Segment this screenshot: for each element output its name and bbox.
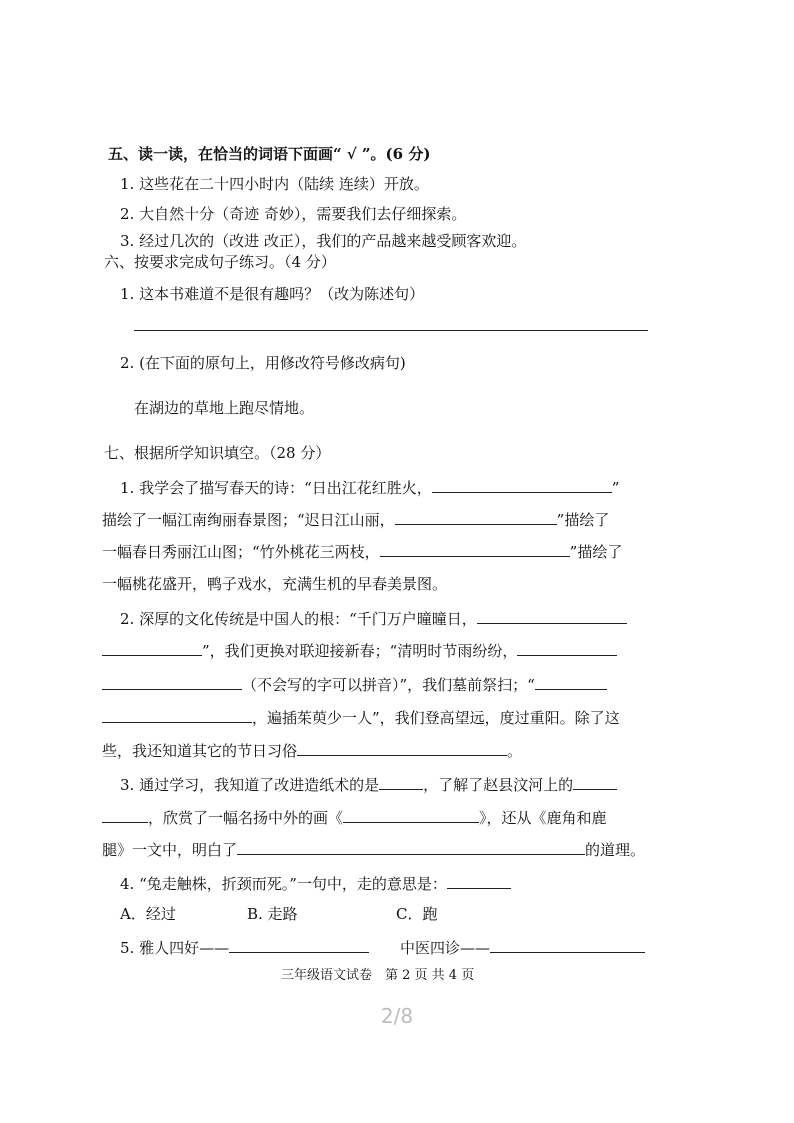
s7-q1-text-a: 1. 我学会了描写春天的诗：“日出江花红胜火， bbox=[120, 479, 432, 497]
poem-blank-3[interactable] bbox=[380, 540, 570, 557]
option-b[interactable]: B. 走路 bbox=[247, 905, 298, 923]
poem-blank-1[interactable] bbox=[432, 476, 612, 493]
lesson-blank[interactable] bbox=[237, 838, 585, 855]
festival-blank-3b[interactable] bbox=[102, 706, 252, 723]
s5-question-2: 2. 大自然十分（奇迹 奇妙），需要我们去仔细探索。 bbox=[120, 205, 467, 223]
s7-q4-text: 4. “兔走触株，折颈而死。”一句中，走的意思是： bbox=[120, 875, 447, 893]
option-c[interactable]: C．跑 bbox=[396, 905, 438, 923]
painting-blank[interactable] bbox=[343, 806, 479, 823]
s7-q3-line1 bbox=[120, 773, 617, 796]
poem-blank-2[interactable] bbox=[395, 508, 557, 525]
s7-q3-text-f: 的道理。 bbox=[585, 841, 646, 859]
festival-blank-3a[interactable] bbox=[535, 673, 607, 690]
papermaker-blank[interactable] bbox=[379, 773, 423, 790]
s7-q5-text-b: 中医四诊—— bbox=[400, 939, 491, 957]
meaning-blank[interactable] bbox=[447, 872, 511, 889]
s7-q1-line2 bbox=[102, 508, 609, 531]
s7-q1-line1 bbox=[120, 476, 619, 499]
s7-q2-text-f: 。 bbox=[507, 742, 523, 760]
festival-custom-blank[interactable] bbox=[297, 739, 507, 756]
s7-q3-text-e: 腿》一文中，明白了 bbox=[102, 841, 238, 859]
section-5-title: 五、读一读，在恰当的词语下面画“ √ ”。(6 分) bbox=[108, 145, 431, 163]
s7-q1-text-f: ”描绘了 bbox=[569, 543, 623, 561]
s7-q1-text-d: ”描绘了 bbox=[556, 511, 610, 529]
s7-q2-line3 bbox=[102, 673, 607, 696]
s5-question-3: 3. 经过几次的（改进 改正），我们的产品越来越受顾客欢迎。 bbox=[120, 232, 527, 250]
s7-q1-text-e: 一幅春日秀丽江山图；“竹外桃花三两枝， bbox=[102, 543, 380, 561]
s7-q2-line2 bbox=[102, 639, 617, 662]
s7-q3-text-b: ，了解了赵县汶河上的 bbox=[423, 776, 574, 794]
s7-q2-line4 bbox=[102, 706, 620, 729]
s6-answer-line[interactable] bbox=[134, 330, 648, 331]
festival-blank-2a[interactable] bbox=[517, 639, 617, 656]
four-diagnoses-blank[interactable] bbox=[490, 936, 645, 953]
s7-q3-line3 bbox=[102, 838, 645, 861]
bridge-blank-a[interactable] bbox=[573, 773, 617, 790]
s7-q2-line1 bbox=[120, 607, 627, 630]
s7-q4-line bbox=[120, 872, 511, 895]
s5-question-1: 1. 这些花在二十四小时内（陆续 连续）开放。 bbox=[120, 175, 429, 193]
s7-q2-text-c: （不会写的字可以拼音）”，我们墓前祭扫；“ bbox=[242, 676, 535, 694]
s6-question-1: 1. 这本书难道不是很有趣吗？（改为陈述句） bbox=[120, 285, 425, 303]
s7-q2-line5 bbox=[102, 739, 522, 762]
s7-q2-text-a: 2. 深厚的文化传统是中国人的根：“千门万户曈曈日， bbox=[120, 610, 477, 628]
s7-q5-part2 bbox=[400, 936, 645, 959]
s7-q1-text-c: 描绘了一幅江南绚丽春景图；“迟日江山丽， bbox=[102, 511, 395, 529]
festival-blank-1b[interactable] bbox=[102, 639, 202, 656]
four-hobbies-blank[interactable] bbox=[229, 936, 369, 953]
s7-q3-text-a: 3. 通过学习，我知道了改进造纸术的是 bbox=[120, 776, 380, 794]
s6-faulty-sentence: 在湖边的草地上跑尽情地。 bbox=[134, 399, 315, 417]
s7-q5-text-a: 5. 雅人四好—— bbox=[120, 939, 230, 957]
s7-q1-line3 bbox=[102, 540, 622, 563]
s7-q2-text-b: ”，我们更换对联迎接新春；“清明时节雨纷纷， bbox=[202, 642, 518, 660]
s7-q1-line4: 一幅桃花盛开，鸭子戏水，充满生机的早春美景图。 bbox=[102, 575, 448, 593]
festival-blank-2b[interactable] bbox=[102, 673, 242, 690]
bridge-blank-b[interactable] bbox=[102, 806, 148, 823]
s6-question-2: 2. (在下面的原句上，用修改符号修改病句) bbox=[120, 354, 406, 372]
s7-q3-text-c: ，欣赏了一幅名扬中外的画《 bbox=[148, 809, 344, 827]
s7-q5-part1 bbox=[120, 936, 369, 959]
s7-q2-text-e: 些，我还知道其它的节日习俗 bbox=[102, 742, 298, 760]
page-footer: 三年级语文试卷 第 2 页 共 4 页 bbox=[281, 968, 475, 983]
s7-q3-line2 bbox=[102, 806, 607, 829]
s7-q2-text-d: ，遍插茱萸少一人”，我们登高望远，度过重阳。除了这 bbox=[252, 709, 620, 727]
section-7-title: 七、根据所学知识填空。（28 分） bbox=[104, 444, 331, 462]
s7-q3-text-d: 》，还从《鹿角和鹿 bbox=[479, 809, 607, 827]
option-a[interactable]: A．经过 bbox=[120, 905, 176, 923]
section-6-title: 六、按要求完成句子练习。（4 分） bbox=[104, 253, 336, 271]
festival-blank-1a[interactable] bbox=[477, 607, 627, 624]
page-indicator: 2/8 bbox=[380, 1004, 414, 1028]
s7-q1-text-b: ” bbox=[611, 479, 620, 497]
